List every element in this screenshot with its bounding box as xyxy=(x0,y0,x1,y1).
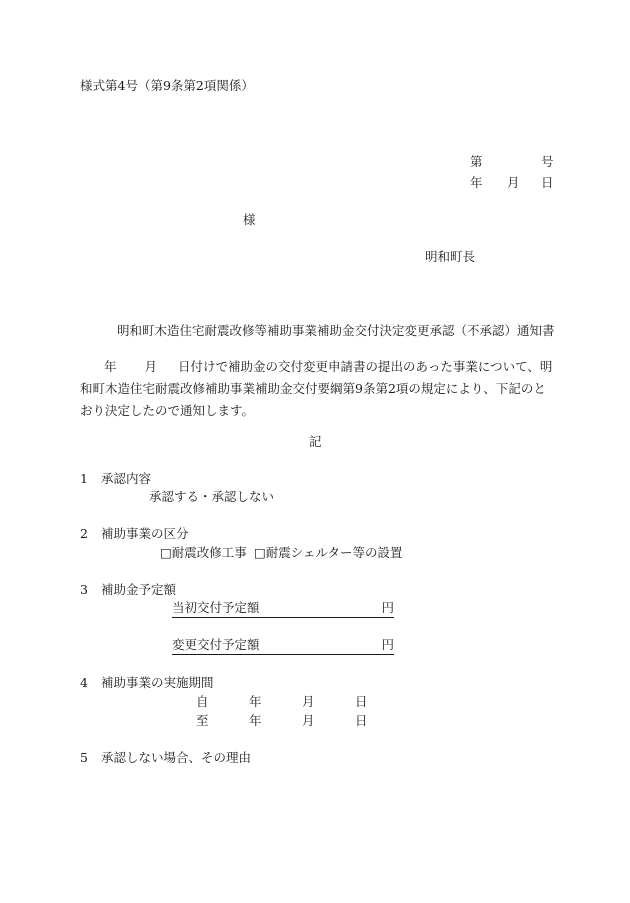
item-number: 2 xyxy=(80,526,88,541)
item-number: 1 xyxy=(80,471,88,486)
period-from: 自 xyxy=(196,694,209,709)
body-month: 月 xyxy=(144,359,158,374)
date-year: 年 xyxy=(470,175,483,190)
period-to-day: 日 xyxy=(355,713,368,728)
period-to: 至 xyxy=(196,713,209,728)
category-option-seismic-shelter: □耐震シェルター等の設置 xyxy=(254,545,403,560)
item-number: 3 xyxy=(80,582,88,597)
period-to-year: 年 xyxy=(249,713,262,728)
item-label: 補助事業の区分 xyxy=(101,526,189,541)
initial-amount-line xyxy=(172,602,394,618)
item-label: 補助金予定額 xyxy=(101,582,177,597)
form-id: 様式第4号（第9条第2項関係） xyxy=(80,78,254,93)
initial-amount-label: 当初交付予定額 xyxy=(172,600,260,615)
document-title: 明和町木造住宅耐震改修等補助事業補助金交付決定変更承認（不承認）通知書 xyxy=(117,323,555,338)
item-number: 4 xyxy=(80,675,88,690)
category-option-seismic-retrofit: □耐震改修工事 xyxy=(160,545,247,560)
initial-amount-unit: 円 xyxy=(381,600,394,615)
ki-heading: 記 xyxy=(309,434,322,449)
period-from-month: 月 xyxy=(302,694,315,709)
period-to-month: 月 xyxy=(302,713,315,728)
issuer-name: 明和町長 xyxy=(425,249,476,264)
changed-amount-unit: 円 xyxy=(381,637,394,652)
body-text: 日付けで補助金の交付変更申請書の提出のあった事業について、明和町木造住宅耐震改修補助事業補助金交付要綱第9条第2項の規定により、下記のとおり決定したので通知します。 xyxy=(80,359,553,418)
date-month: 月 xyxy=(507,175,520,190)
period-from-year: 年 xyxy=(249,694,262,709)
item-label: 承認しない場合、その理由 xyxy=(101,750,252,765)
addressee-suffix: 様 xyxy=(243,212,256,227)
approval-choice: 承認する・承認しない xyxy=(149,489,275,504)
item-label: 承認内容 xyxy=(101,471,152,486)
item-number: 5 xyxy=(80,750,88,765)
changed-amount-label: 変更交付予定額 xyxy=(172,637,260,652)
period-from-day: 日 xyxy=(355,694,368,709)
number-suffix: 号 xyxy=(541,154,554,169)
number-prefix: 第 xyxy=(470,154,483,169)
body-year: 年 xyxy=(104,359,117,374)
date-day: 日 xyxy=(541,175,554,190)
changed-amount-line xyxy=(172,639,394,655)
body-paragraph xyxy=(80,356,556,422)
item-label: 補助事業の実施期間 xyxy=(101,675,214,690)
